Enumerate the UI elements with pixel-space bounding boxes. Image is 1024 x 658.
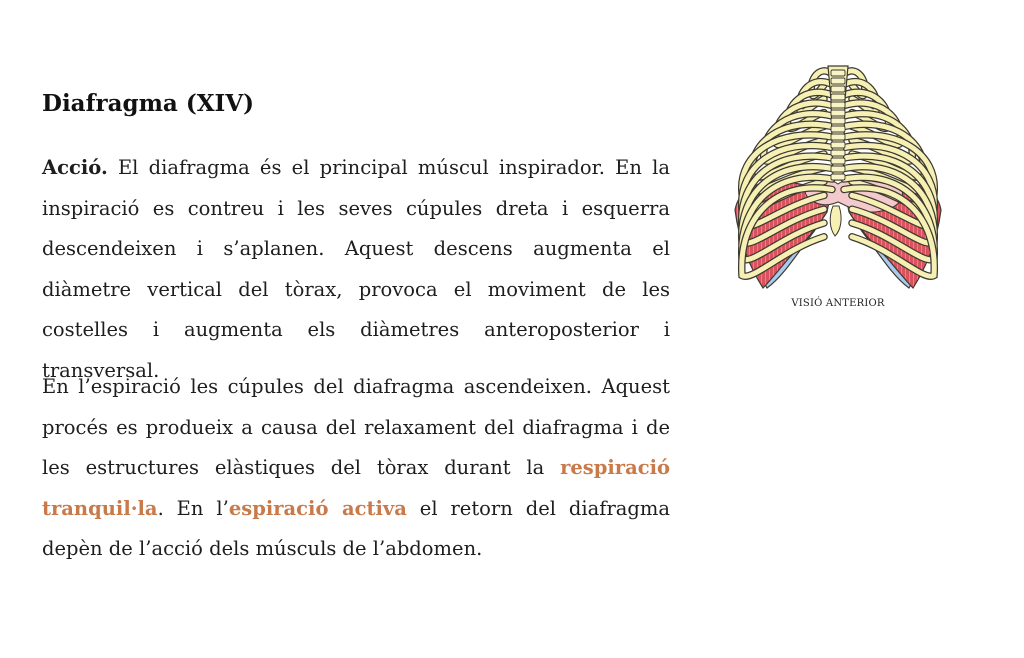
vertebra (831, 94, 845, 100)
page-title: Diafragma (XIV) (42, 90, 255, 117)
expiration-text-b: . En l’ (157, 496, 229, 520)
xiphoid-process (830, 206, 841, 236)
vertebra (831, 78, 845, 84)
expiration-text-a: En l’espiració les cúpules del diafragma ascendeixen. Aquest procés es produeix a causa del relaxament del diafragma i de les estructures elàstiques del tòrax durant la (42, 375, 670, 479)
vertebra (831, 134, 845, 140)
rib-cage-diaphragm-illustration (725, 60, 951, 296)
vertebra (831, 102, 845, 108)
figure-caption: VISIÓ ANTERIOR (791, 298, 885, 309)
action-text: El diafragma és el principal múscul inspirador. En la inspiració es contreu i les seves cúpules dreta i esquerra descendeixen i s’aplanen. Aquest descens augmenta el diàmetre vertical del tòrax, provoca el moviment de les costelles i augmenta els diàmetres anteroposterior i transversal. (42, 156, 670, 382)
vertebra (831, 174, 845, 180)
vertebra (831, 158, 845, 164)
vertebra (831, 118, 845, 124)
vertebra (831, 110, 845, 116)
vertebra (831, 150, 845, 156)
action-paragraph (42, 148, 670, 391)
vertebra (831, 86, 845, 92)
link-espiracio-activa[interactable]: espiració activa (228, 496, 407, 520)
link-respiracio-tranquilla[interactable]: respiració tranquil·la (42, 456, 670, 520)
vertebra (831, 70, 845, 76)
expiration-paragraph (42, 367, 670, 570)
vertebra (831, 142, 845, 148)
action-label: Acció. (42, 156, 108, 179)
spine (828, 66, 848, 180)
vertebra (831, 166, 845, 172)
vertebra (831, 126, 845, 132)
expiration-text-c: el retorn del diafragma depèn de l’acció dels músculs de l’abdomen. (42, 496, 670, 560)
